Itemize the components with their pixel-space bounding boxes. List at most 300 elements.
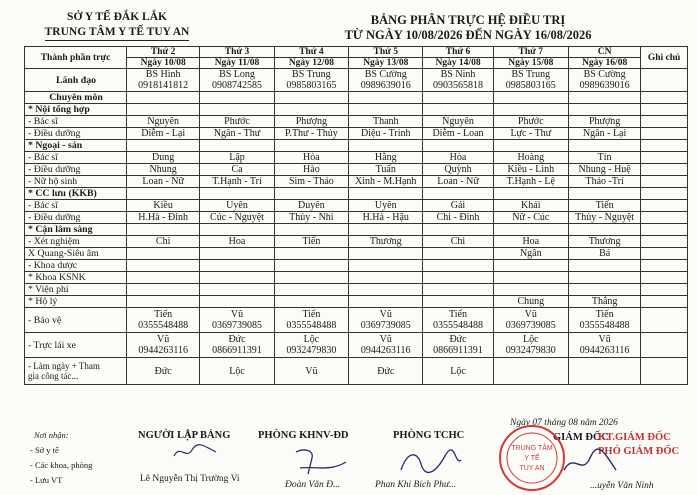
table-cell: Khải <box>493 200 568 212</box>
table-cell <box>127 69 200 92</box>
table-cell <box>423 248 493 260</box>
table-cell: Quỳnh <box>423 164 493 176</box>
cell-name: BS Trung <box>292 69 331 80</box>
cell-phone: 0908742585 <box>212 80 262 91</box>
table-cell: Thủy - Nhi <box>274 212 348 224</box>
note-cell <box>641 128 688 140</box>
issue-date: Ngày 07 tháng 08 năm 2026 <box>510 418 618 428</box>
table-cell: Diễm - Loan <box>423 128 493 140</box>
cell-name: Vũ <box>379 309 392 320</box>
table-cell <box>274 260 348 272</box>
table-cell <box>423 69 493 92</box>
table-cell: Vũ <box>274 358 348 385</box>
table-cell: Chung <box>493 296 568 308</box>
table-cell <box>200 140 274 152</box>
row-label: - Bảo vệ <box>25 308 127 333</box>
table-cell <box>493 104 568 116</box>
note-cell <box>641 248 688 260</box>
preparer-signature <box>170 442 220 462</box>
table-cell <box>200 333 274 358</box>
row-label: * Nội tổng hợp <box>25 104 127 116</box>
table-cell <box>493 140 568 152</box>
day-name-header: Thứ 3 <box>200 47 274 58</box>
header-row <box>25 47 688 58</box>
table-cell <box>349 296 423 308</box>
table-cell <box>493 333 568 358</box>
day-name-header: Thứ 2 <box>127 47 200 58</box>
table-row <box>25 92 688 104</box>
note-cell <box>641 260 688 272</box>
table-cell <box>349 260 423 272</box>
day-name-header: Thứ 5 <box>349 47 423 58</box>
table-cell <box>493 284 568 296</box>
cell-phone: 0932479830 <box>505 345 556 356</box>
table-cell <box>127 140 200 152</box>
table-cell: Nhung <box>127 164 200 176</box>
day-name-header: Thứ 4 <box>274 47 348 58</box>
table-cell <box>349 333 423 358</box>
table-cell: Đức <box>349 358 423 385</box>
table-cell <box>200 308 274 333</box>
table-cell <box>127 333 200 358</box>
table-cell <box>569 92 641 104</box>
table-cell: Phượng <box>274 116 348 128</box>
cell-phone: 0989639016 <box>360 80 411 91</box>
table-cell <box>200 284 274 296</box>
cell-phone: 0918141812 <box>138 80 189 91</box>
table-cell <box>493 308 568 333</box>
table-row <box>25 308 688 333</box>
table-cell <box>127 260 200 272</box>
note-cell <box>641 176 688 188</box>
row-label: Lãnh đạo <box>25 69 127 92</box>
cell-name: Tiến <box>154 309 173 320</box>
row-label: Chuyên môn <box>25 92 127 104</box>
table-cell: P.Thư - Thủy <box>274 128 348 140</box>
table-cell: Tiến <box>274 236 348 248</box>
cell-name: Vũ <box>524 309 537 320</box>
table-cell <box>200 248 274 260</box>
table-cell: Hằng <box>349 152 423 164</box>
cell-phone: 0355548488 <box>138 320 189 331</box>
row-label: * Cận lâm sàng <box>25 224 127 236</box>
table-row <box>25 296 688 308</box>
cell-name: Tiến <box>302 309 321 320</box>
table-cell <box>569 272 641 284</box>
table-cell <box>274 284 348 296</box>
table-cell <box>274 92 348 104</box>
recipient-item: - Lưu VT <box>30 475 63 485</box>
cell-phone: 0985803165 <box>286 80 337 91</box>
khnv-name: Đoàn Văn Đ... <box>285 480 341 490</box>
day-date-header: Ngày 11/08 <box>200 58 274 69</box>
table-cell: Hoa <box>200 236 274 248</box>
table-cell: T.Hạnh - Trí <box>200 176 274 188</box>
note-cell <box>641 140 688 152</box>
table-cell <box>493 224 568 236</box>
day-date-header: Ngày 15/08 <box>493 58 568 69</box>
cell-phone: 0903565818 <box>433 80 483 91</box>
table-cell <box>200 188 274 200</box>
table-row <box>25 284 688 296</box>
table-cell: Nguyên <box>423 116 493 128</box>
recipients-title: Nơi nhận: <box>34 430 69 440</box>
table-cell <box>493 272 568 284</box>
title-block <box>258 13 678 43</box>
row-label: - Điều dưỡng <box>25 128 127 140</box>
table-row <box>25 272 688 284</box>
note-cell <box>641 284 688 296</box>
table-cell <box>423 284 493 296</box>
cell-name: Vũ <box>230 309 244 320</box>
table-cell: H.Hà - Đinh <box>127 212 200 224</box>
table-cell <box>274 333 348 358</box>
table-cell: Lộc <box>200 358 274 385</box>
director-title: GIÁM ĐỐC <box>553 432 609 443</box>
corner-header: Thành phần trực <box>25 47 127 69</box>
table-cell <box>274 248 348 260</box>
cell-phone: 0866911391 <box>212 345 262 356</box>
deputy-seal-line2: PHÓ GIÁM ĐỐC <box>598 446 680 457</box>
day-date-header: Ngày 13/08 <box>349 58 423 69</box>
table-row <box>25 69 688 92</box>
recipient-item: - Sở y tế <box>30 445 59 455</box>
table-row <box>25 152 688 164</box>
table-cell <box>127 92 200 104</box>
cell-name: BS Ninh <box>440 69 476 80</box>
cell-name: BS Long <box>219 69 255 80</box>
table-cell: Loan - Nữ <box>423 176 493 188</box>
document-subtitle: TỪ NGÀY 10/08/2026 ĐẾN NGÀY 16/08/2026 <box>344 28 592 42</box>
table-cell: Chi <box>127 236 200 248</box>
table-cell: Thủy - Nguyệt <box>569 212 641 224</box>
row-label: - Nữ hộ sinh <box>25 176 127 188</box>
table-cell <box>569 224 641 236</box>
table-cell <box>200 272 274 284</box>
table-cell <box>274 104 348 116</box>
table-cell <box>493 358 568 385</box>
table-cell: Chi <box>423 236 493 248</box>
cell-phone: 0355548488 <box>579 320 630 331</box>
table-cell <box>274 272 348 284</box>
table-cell: Ngân - Lại <box>569 128 641 140</box>
table-cell: Nữ - Cúc <box>493 212 568 224</box>
table-cell: Sim - Thảo <box>274 176 348 188</box>
table-cell <box>274 140 348 152</box>
row-label: - Xét nghiệm <box>25 236 127 248</box>
table-cell: Hoàng <box>493 152 568 164</box>
note-header: Ghi chú <box>641 47 688 69</box>
table-cell <box>349 188 423 200</box>
table-row <box>25 333 688 358</box>
note-cell <box>641 188 688 200</box>
recipients-block <box>30 428 140 488</box>
table-cell <box>423 308 493 333</box>
day-date-header: Ngày 16/08 <box>569 58 641 69</box>
cell-phone: 0944263116 <box>579 345 630 356</box>
table-cell <box>493 188 568 200</box>
table-cell: H.Hà - Hậu <box>349 212 423 224</box>
row-label: * Khoa KSNK <box>25 272 127 284</box>
table-cell <box>569 284 641 296</box>
table-cell: Cúc - Nguyệt <box>200 212 274 224</box>
note-cell <box>641 308 688 333</box>
table-cell: Thảo -Trí <box>569 176 641 188</box>
khnv-title: PHÒNG KHNV-ĐD <box>258 430 349 441</box>
cell-name: BS Cường <box>364 69 407 80</box>
stamp-line-1: TRUNG TÂM <box>511 445 553 452</box>
row-label: - Điều dưỡng <box>25 164 127 176</box>
note-cell <box>641 164 688 176</box>
department-name: SỞ Y TẾ ĐẮK LẮK <box>67 11 167 23</box>
center-name: TRUNG TÂM Y TẾ TUY AN <box>45 25 190 41</box>
day-name-header: CN <box>569 47 641 58</box>
table-cell <box>127 188 200 200</box>
cell-name: Lộc <box>303 334 320 345</box>
table-cell: Bá <box>569 248 641 260</box>
table-cell <box>127 284 200 296</box>
table-cell: Thắng <box>569 296 641 308</box>
table-row <box>25 212 688 224</box>
stamp-line-2: Y TẾ <box>524 455 540 462</box>
table-cell <box>423 188 493 200</box>
table-cell: Ca <box>200 164 274 176</box>
table-cell: Diệu - Trinh <box>349 128 423 140</box>
row-label-line: gia công tác... <box>28 371 79 381</box>
table-cell <box>274 188 348 200</box>
cell-name: Vũ <box>379 334 392 345</box>
table-cell <box>423 224 493 236</box>
cell-phone: 0944263116 <box>360 345 411 356</box>
table-row <box>25 140 688 152</box>
table-cell <box>349 308 423 333</box>
table-cell: Thương <box>349 236 423 248</box>
table-cell <box>569 333 641 358</box>
table-cell: Phước <box>493 116 568 128</box>
cell-name: Vũ <box>598 334 611 345</box>
cell-name: Đức <box>228 334 246 345</box>
row-label: - Trực lái xe <box>25 333 127 358</box>
table-cell <box>349 69 423 92</box>
day-name-header: Thứ 7 <box>493 47 568 58</box>
row-label: - Khoa dược <box>25 260 127 272</box>
table-cell <box>127 308 200 333</box>
note-cell <box>641 333 688 358</box>
table-cell: Đức <box>127 358 200 385</box>
table-cell <box>200 296 274 308</box>
note-cell <box>641 212 688 224</box>
table-cell <box>569 104 641 116</box>
table-row <box>25 358 688 385</box>
cell-phone: 0932479830 <box>286 345 337 356</box>
note-cell <box>641 236 688 248</box>
cell-phone: 0989639016 <box>579 80 630 91</box>
khnv-signature <box>290 446 350 478</box>
cell-name: BS Hình <box>145 69 181 80</box>
table-cell <box>127 296 200 308</box>
table-cell <box>127 224 200 236</box>
table-cell <box>200 104 274 116</box>
table-cell: Ngân <box>493 248 568 260</box>
table-cell <box>493 92 568 104</box>
cell-name: Đức <box>449 334 467 345</box>
note-cell <box>641 272 688 284</box>
cell-name: Lộc <box>523 334 539 345</box>
note-cell <box>641 69 688 92</box>
table-cell <box>349 272 423 284</box>
day-name-header: Thứ 6 <box>423 47 493 58</box>
cell-phone: 0985803165 <box>505 80 556 91</box>
table-cell <box>127 248 200 260</box>
table-cell: Hào <box>274 164 348 176</box>
row-label: * Ngoại - sản <box>25 140 127 152</box>
note-cell <box>641 104 688 116</box>
table-cell <box>569 140 641 152</box>
table-cell: Chi - Đinh <box>423 212 493 224</box>
table-cell <box>200 92 274 104</box>
table-row <box>25 176 688 188</box>
row-label: - Điều dưỡng <box>25 212 127 224</box>
row-label: X Quang-Siêu âm <box>25 248 127 260</box>
table-row <box>25 164 688 176</box>
table-cell: Hòa <box>274 152 348 164</box>
table-cell <box>200 69 274 92</box>
cell-name: BS Cường <box>583 69 626 80</box>
note-cell <box>641 200 688 212</box>
cell-name: Tiến <box>449 309 467 320</box>
row-label: * CC lưu (KKB) <box>25 188 127 200</box>
tchc-title: PHÒNG TCHC <box>393 430 465 441</box>
cell-name: Vũ <box>157 334 170 345</box>
cell-phone: 0944263116 <box>138 345 188 356</box>
table-cell <box>569 188 641 200</box>
table-cell: Nguyên <box>127 116 200 128</box>
cell-phone: 0355548488 <box>286 320 337 331</box>
table-cell <box>569 260 641 272</box>
tchc-signature <box>395 446 465 478</box>
table-row <box>25 200 688 212</box>
table-cell: Thanh <box>349 116 423 128</box>
cell-phone: 0355548488 <box>433 320 483 331</box>
table-cell: Phước <box>200 116 274 128</box>
director-name: ...uyễn Văn Ninh <box>590 481 654 491</box>
table-cell: Xinh - M.Hạnh <box>349 176 423 188</box>
tchc-name: Phan Khi Bích Phư... <box>375 480 457 490</box>
row-label <box>25 358 127 385</box>
table-cell: Tiến <box>569 200 641 212</box>
table-cell <box>423 296 493 308</box>
table-cell: T.Hạnh - Lệ <box>493 176 568 188</box>
table-cell <box>493 260 568 272</box>
note-cell <box>641 358 688 385</box>
table-cell: Hòa <box>423 152 493 164</box>
table-row <box>25 248 688 260</box>
document-title: BẢNG PHÂN TRỰC HỆ ĐIỀU TRỊ <box>370 13 566 27</box>
table-cell: Ngân - Thư <box>200 128 274 140</box>
table-cell: Tín <box>569 152 641 164</box>
row-label: * Hộ lý <box>25 296 127 308</box>
table-cell: Lập <box>200 152 274 164</box>
table-cell <box>423 92 493 104</box>
table-cell <box>274 69 348 92</box>
preparer-title: NGƯỜI LẬP BẢNG <box>138 430 231 441</box>
row-label: - Bác sĩ <box>25 116 127 128</box>
table-cell <box>423 260 493 272</box>
table-cell <box>127 272 200 284</box>
cell-name: BS Trung <box>511 69 551 80</box>
table-row <box>25 116 688 128</box>
day-date-header: Ngày 12/08 <box>274 58 348 69</box>
director-signature <box>560 448 620 480</box>
table-cell <box>569 69 641 92</box>
cell-phone: 0369739085 <box>505 320 556 331</box>
deputy-seal-line1: KT.GIÁM ĐỐC <box>598 432 671 443</box>
stamp-line-3: TUY AN <box>519 465 545 472</box>
cell-name: Tiến <box>595 309 614 320</box>
table-cell <box>274 224 348 236</box>
table-cell <box>200 260 274 272</box>
note-cell <box>641 296 688 308</box>
table-cell <box>349 140 423 152</box>
table-cell <box>127 104 200 116</box>
table-cell <box>200 224 274 236</box>
row-label: - Bác sĩ <box>25 200 127 212</box>
table-cell: Lực - Thư <box>493 128 568 140</box>
table-cell <box>349 104 423 116</box>
table-cell: Kiều - Linh <box>493 164 568 176</box>
table-cell: Tuấn <box>349 164 423 176</box>
table-cell: Uyên <box>349 200 423 212</box>
table-cell: Dung <box>127 152 200 164</box>
table-cell <box>349 224 423 236</box>
table-cell <box>569 358 641 385</box>
table-cell <box>423 104 493 116</box>
table-row <box>25 104 688 116</box>
table-cell <box>349 284 423 296</box>
table-row <box>25 236 688 248</box>
issuer-block <box>22 10 212 41</box>
table-cell: Nhung - Huệ <box>569 164 641 176</box>
note-cell <box>641 92 688 104</box>
table-cell: Kiều <box>127 200 200 212</box>
table-cell <box>274 308 348 333</box>
day-date-header: Ngày 10/08 <box>127 58 200 69</box>
note-cell <box>641 116 688 128</box>
duty-roster-table <box>24 46 688 385</box>
table-cell: Uyên <box>200 200 274 212</box>
cell-phone: 0866911391 <box>433 345 483 356</box>
table-cell: Thương <box>569 236 641 248</box>
table-cell: Diễm - Lại <box>127 128 200 140</box>
table-cell <box>423 333 493 358</box>
table-cell <box>493 69 568 92</box>
row-label: * Viện phí <box>25 284 127 296</box>
table-cell <box>423 140 493 152</box>
table-cell: Gái <box>423 200 493 212</box>
table-row <box>25 128 688 140</box>
table-row <box>25 224 688 236</box>
row-label-line: - Làm ngày + Tham <box>28 361 100 371</box>
table-row <box>25 188 688 200</box>
table-cell: Lộc <box>423 358 493 385</box>
table-cell: Duyên <box>274 200 348 212</box>
note-cell <box>641 152 688 164</box>
row-label: - Bác sĩ <box>25 152 127 164</box>
table-cell: Phượng <box>569 116 641 128</box>
cell-phone: 0369739085 <box>212 320 262 331</box>
table-row <box>25 260 688 272</box>
table-cell <box>274 296 348 308</box>
